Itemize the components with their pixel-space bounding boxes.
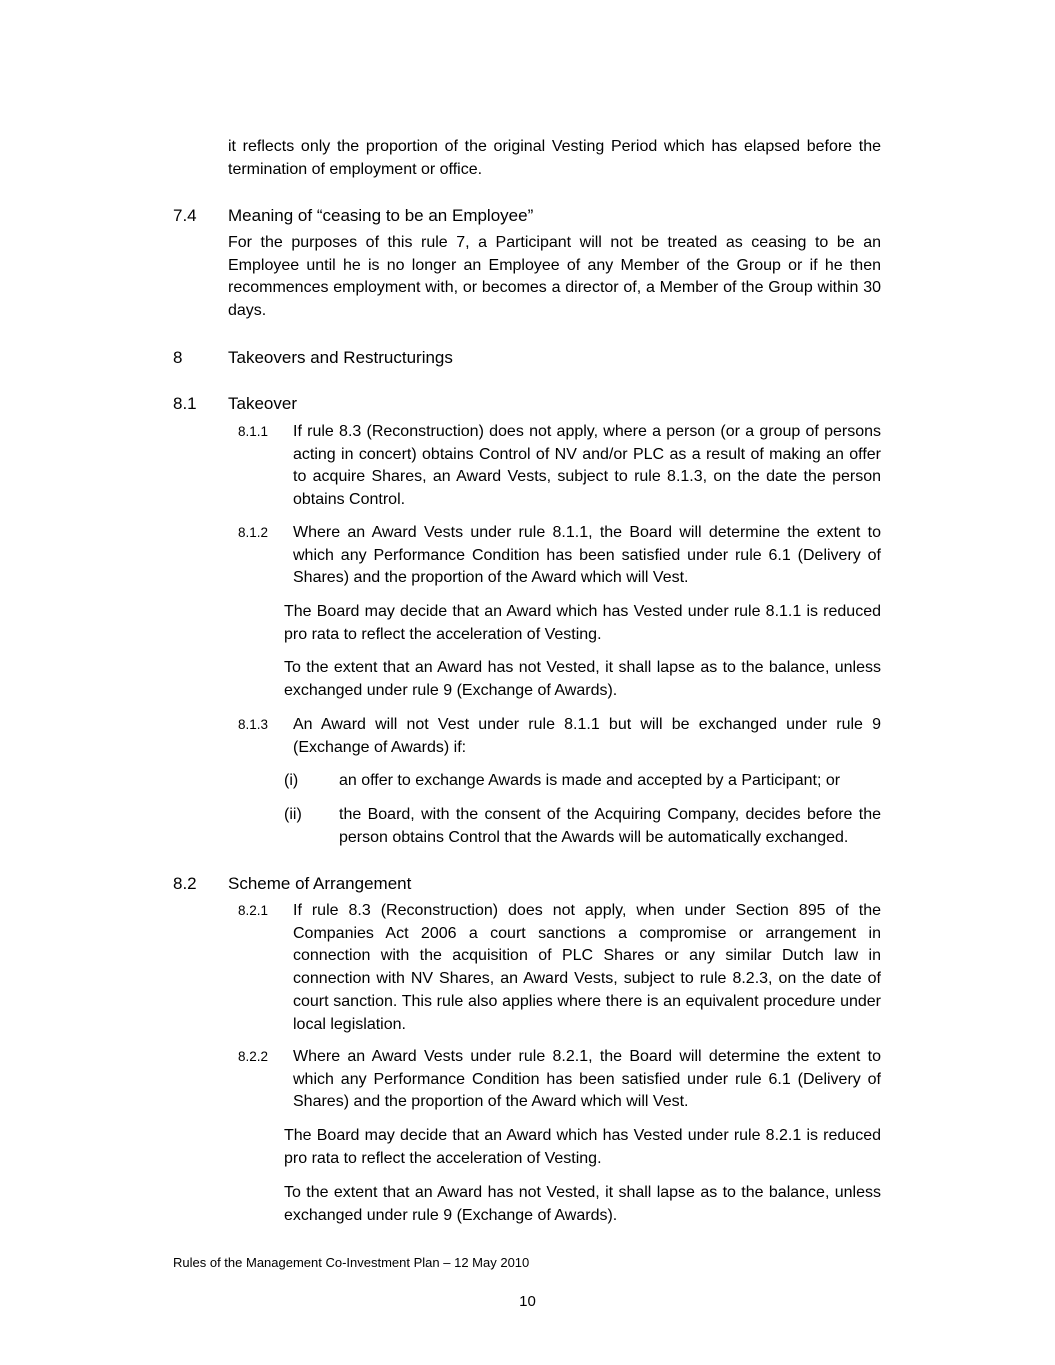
clause-8-2-2-para-a: The Board may decide that an Award which has Vested under rule 8.2.1 is reduced pro rata to reflect the acceleration of Vesting. — [284, 1127, 881, 1167]
clause-8-2-2-text: Where an Award Vests under rule 8.2.1, the Board will determine the extent to which any Performance Condition has been satisfied under rule 6.1 (Delivery of Shares) and the proportion of the Award which will Vest. — [293, 1048, 881, 1111]
item-i-number: (i) — [284, 772, 299, 789]
clause-8-1-2-para-a: The Board may decide that an Award which has Vested under rule 8.1.1 is reduced pro rata to reflect the acceleration of Vesting. — [284, 603, 881, 643]
section-8-number: 8 — [173, 348, 183, 367]
section-8-title: Takeovers and Restructurings — [228, 348, 453, 367]
clause-8-1-2-para-b: To the extent that an Award has not Vested, it shall lapse as to the balance, unless exchanged under rule 9 (Exchange of Awards). — [284, 659, 881, 699]
section-8-1-title: Takeover — [228, 394, 297, 413]
item-i-text: an offer to exchange Awards is made and accepted by a Participant; or — [339, 772, 841, 789]
clause-8-1-3-text: An Award will not Vest under rule 8.1.1 but will be exchanged under rule 9 (Exchange of Awards) if: — [293, 716, 881, 756]
clause-8-1-2-number: 8.1.2 — [238, 525, 269, 540]
item-ii-text: the Board, with the consent of the Acquiring Company, decides before the person obtains Control that the Awards will be automatically exchanged. — [339, 806, 881, 846]
clause-8-2-2-number: 8.2.2 — [238, 1049, 269, 1064]
intro-paragraph: it reflects only the proportion of the original Vesting Period which has elapsed before the termination of employment or office. — [228, 138, 881, 178]
clause-8-1-2-text: Where an Award Vests under rule 8.1.1, the Board will determine the extent to which any Performance Condition has been satisfied under rule 6.1 (Delivery of Shares) and the proportion of the Award which will Vest. — [293, 524, 881, 587]
clause-8-2-1-text: If rule 8.3 (Reconstruction) does not apply, when under Section 895 of the Companies Act 2006 a court sanctions a compromise or arrangement in connection with the acquisition of PLC Shares or any similar Dutch law in connection with NV Shares, an Award Vests, subject to rule 8.2.3, on the date of court sanction. This rule also applies where there is an equivalent procedure under local legislation. — [293, 902, 881, 1033]
clause-8-1-1-number: 8.1.1 — [238, 424, 269, 439]
section-7-4-title: Meaning of “ceasing to be an Employee” — [228, 206, 534, 225]
clause-8-2-2-para-b: To the extent that an Award has not Vested, it shall lapse as to the balance, unless exchanged under rule 9 (Exchange of Awards). — [284, 1184, 881, 1224]
section-7-4-number: 7.4 — [173, 206, 197, 225]
section-8-1-number: 8.1 — [173, 394, 197, 413]
section-7-4-text: For the purposes of this rule 7, a Participant will not be treated as ceasing to be an Employee until he is no longer an Employee of any Member of the Group or if he then recommences employment with, or becomes a director of, a Member of the Group within 30 days. — [228, 234, 881, 320]
section-8-2-title: Scheme of Arrangement — [228, 874, 412, 893]
clause-8-1-1-text: If rule 8.3 (Reconstruction) does not apply, where a person (or a group of persons acting in concert) obtains Control of NV and/or PLC as a result of making an offer to acquire Shares, an Award Vests, subject to rule 8.1.3, on the date the person obtains Control. — [293, 423, 881, 509]
clause-8-2-1-number: 8.2.1 — [238, 903, 269, 918]
clause-8-1-3-number: 8.1.3 — [238, 717, 269, 732]
section-8-2-number: 8.2 — [173, 874, 197, 893]
page-number: 10 — [519, 1293, 536, 1310]
item-ii-number: (ii) — [284, 806, 302, 823]
document-footer: Rules of the Management Co-Investment Plan – 12 May 2010 — [173, 1255, 530, 1270]
